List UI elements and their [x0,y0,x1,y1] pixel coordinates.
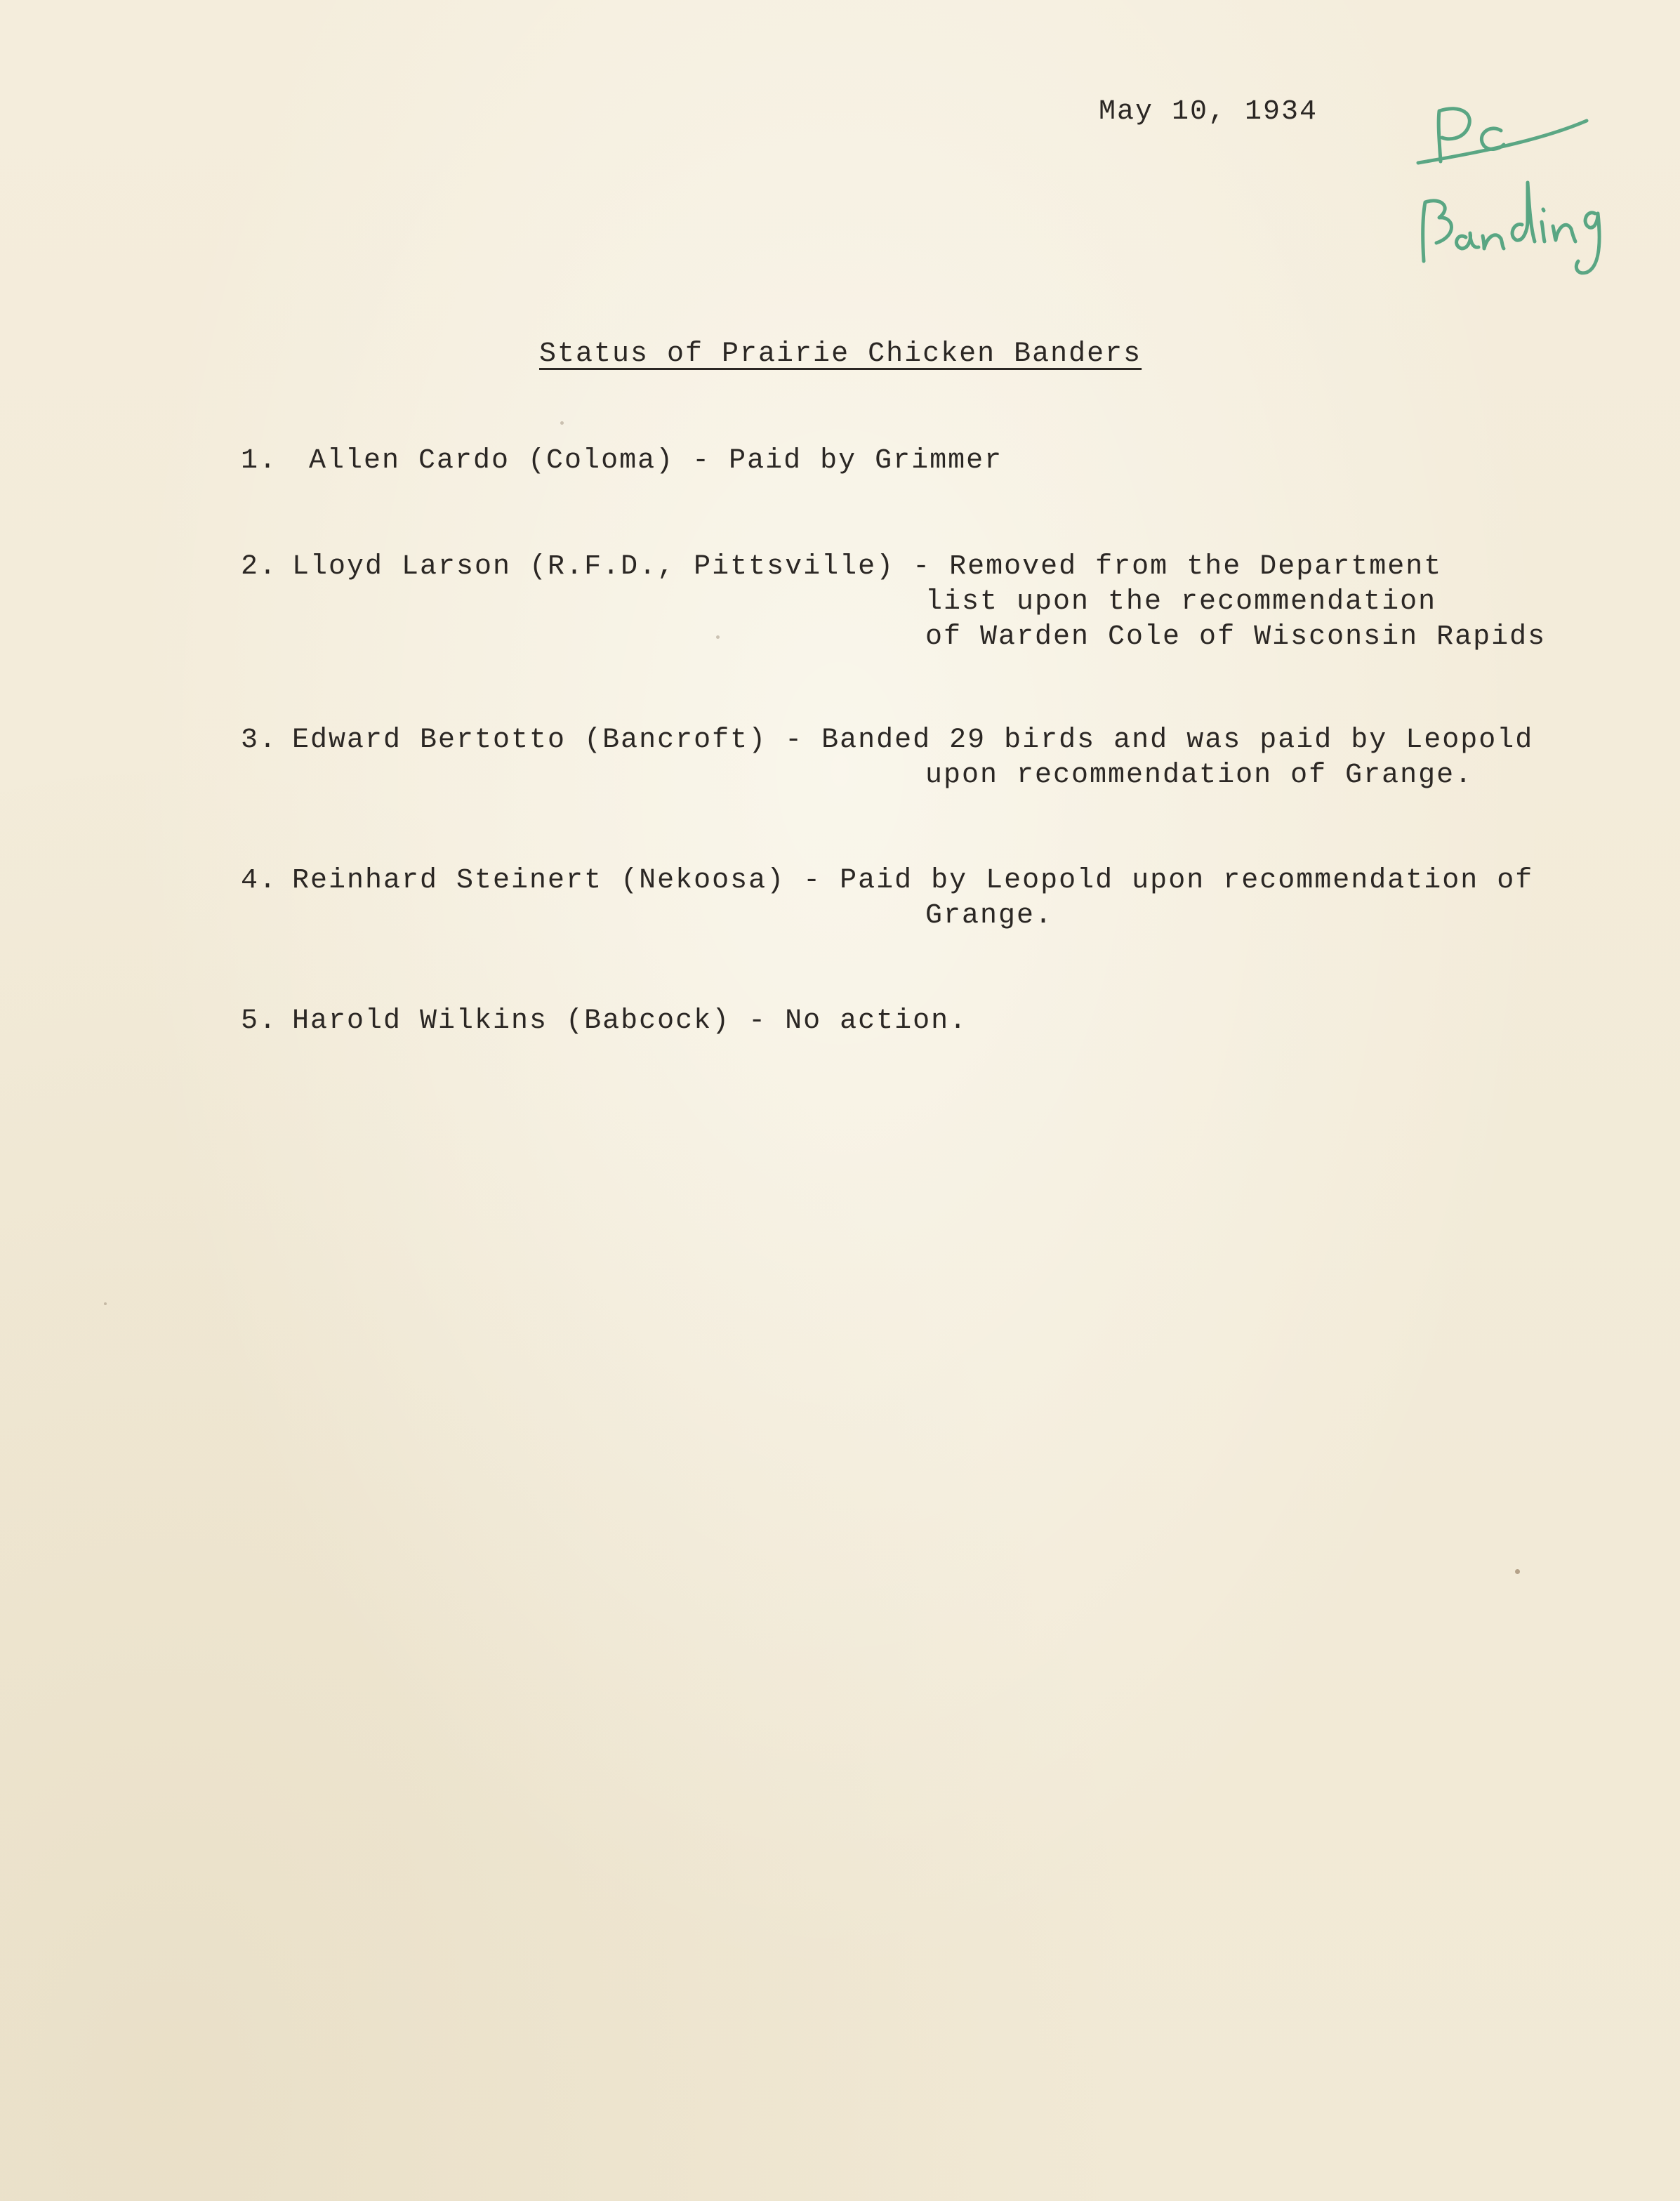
handwritten-annotation [1397,98,1608,281]
document-title-text: Status of Prairie Chicken Banders [539,338,1142,370]
document-title [539,337,1142,372]
item-1-text: Allen Cardo (Coloma) - Paid by Grimmer [309,445,1003,477]
item-4-text: Reinhard Steinert (Nekoosa) - Paid by Leopold upon recommendation of [292,865,1534,897]
item-2-continuation-1: list upon the recommendation [925,586,1437,618]
document-date: May 10, 1934 [1099,96,1318,128]
item-2-text: Lloyd Larson (R.F.D., Pittsville) - Removed from the Department [292,551,1443,583]
paper-speck [104,1302,107,1305]
paper-speck [560,421,564,425]
item-3-number: 3. [241,725,278,756]
item-3-text: Edward Bertotto (Bancroft) - Banded 29 birds and was paid by Leopold [292,725,1534,756]
item-2-number: 2. [241,551,278,583]
item-1-number: 1. [241,445,278,477]
paper-speck [716,635,720,639]
item-5-number: 5. [241,1005,278,1037]
paper-speck [1515,1569,1520,1574]
item-5-text: Harold Wilkins (Babcock) - No action. [292,1005,968,1037]
item-4-continuation-1: Grange. [925,900,1054,932]
item-3-continuation-1: upon recommendation of Grange. [925,760,1474,791]
item-2-continuation-2: of Warden Cole of Wisconsin Rapids [925,621,1547,653]
item-4-number: 4. [241,865,278,897]
